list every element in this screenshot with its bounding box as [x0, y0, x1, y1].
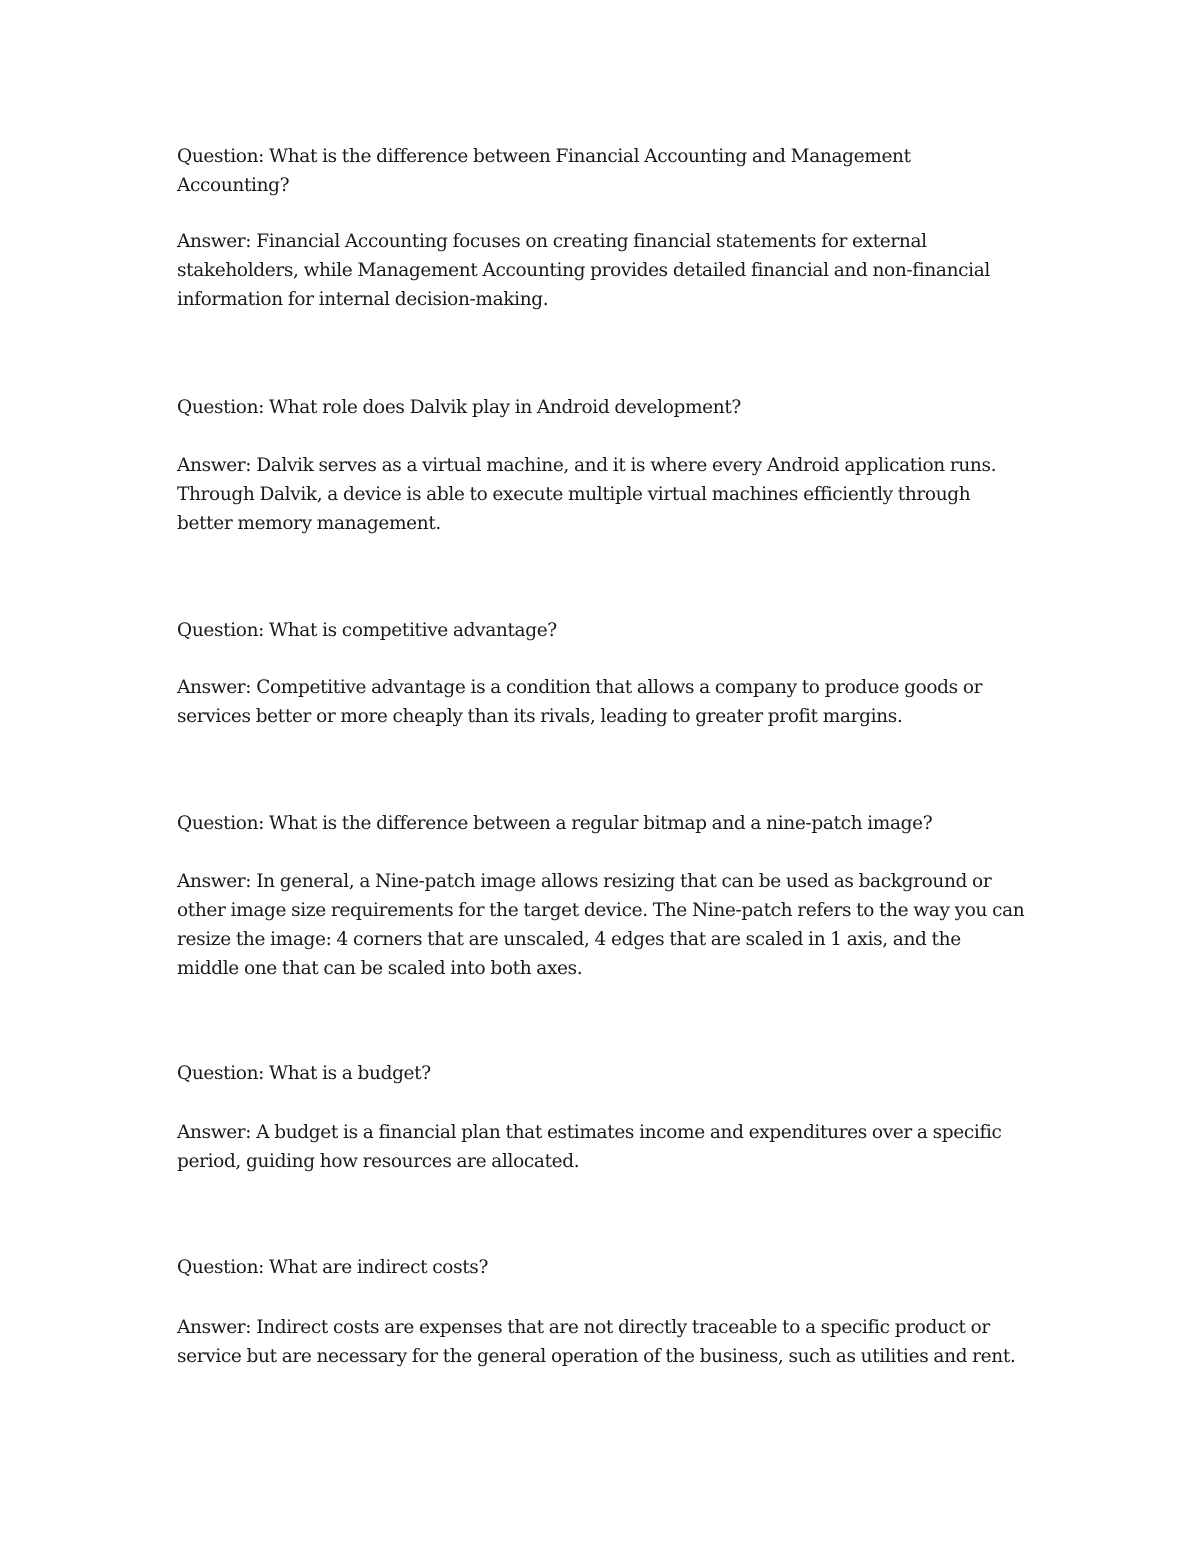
answer-text: Answer: In general, a Nine-patch image allows resizing that can be used as background or other image size requirements for the target device. The Nine-patch refers to the way you can resize the image: 4 corners that are unscaled, 4 edges that are scaled in 1 axis, and the middle one that can be scaled into both axes.	[177, 871, 1025, 979]
answer-text: Answer: Competitive advantage is a condition that allows a company to produce goods or services better or more cheaply than its rivals, leading to greater profit margins.	[177, 677, 983, 727]
question-text: Question: What role does Dalvik play in Android development?	[177, 397, 742, 418]
answer-text: Answer: A budget is a financial plan that estimates income and expenditures over a specific period, guiding how resources are allocated.	[177, 1122, 1002, 1172]
answer-text: Answer: Indirect costs are expenses that are not directly traceable to a specific product or service but are necessary for the general operation of the business, such as utilities and rent.	[177, 1317, 1016, 1367]
answer-text: Answer: Dalvik serves as a virtual machine, and it is where every Android application runs. Through Dalvik, a device is able to execute multiple virtual machines efficiently through better memory management.	[177, 455, 997, 534]
question-text: Question: What is a budget?	[177, 1063, 431, 1084]
question-text: Question: What is competitive advantage?	[177, 620, 557, 641]
question-text: Question: What is the difference between a regular bitmap and a nine-patch image?	[177, 813, 933, 834]
answer-text: Answer: Financial Accounting focuses on creating financial statements for external stakeholders, while Management Accounting provides detailed financial and non-financial information for internal decision-making.	[177, 231, 990, 310]
question-text: Question: What is the difference between Financial Accounting and Management Accounting?	[177, 146, 911, 196]
question-text: Question: What are indirect costs?	[177, 1257, 489, 1278]
